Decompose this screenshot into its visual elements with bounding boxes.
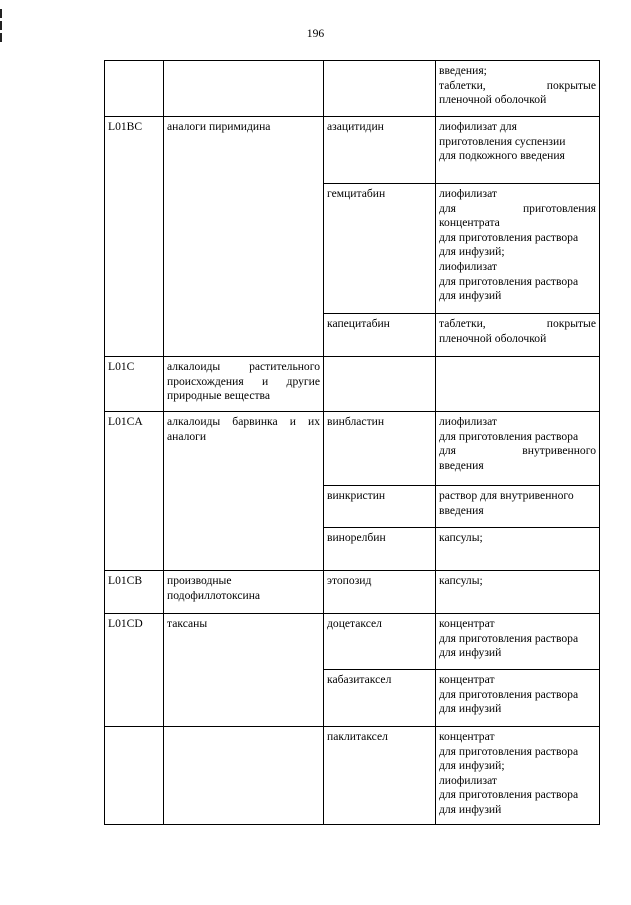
- drug-cell: гемцитабин: [324, 184, 436, 314]
- group-cell: алкалоиды растительного происхождения и другие природные вещества: [164, 357, 324, 412]
- drug-cell: кабазитаксел: [324, 670, 436, 727]
- code-cell: L01BC: [105, 117, 164, 184]
- table-row: [105, 117, 600, 184]
- form-line: приготовления суспензии: [439, 134, 566, 148]
- form-line: таблетки, покрытые: [439, 317, 596, 330]
- group-cell: [164, 314, 324, 357]
- table-row: [105, 571, 600, 614]
- form-line: лиофилизат: [439, 773, 497, 787]
- form-cell: [436, 571, 600, 614]
- code-cell: [105, 184, 164, 314]
- form-cell: [436, 670, 600, 727]
- table-row: [105, 486, 600, 528]
- code-cell: [105, 528, 164, 571]
- form-line: для приготовления раствора: [439, 631, 579, 645]
- group-cell: [164, 670, 324, 727]
- form-cell: [436, 61, 600, 117]
- drug-cell: азацитидин: [324, 117, 436, 184]
- form-line: концентрат: [439, 730, 495, 743]
- table-row: [105, 61, 600, 117]
- drug-cell: винорелбин: [324, 528, 436, 571]
- drug-cell: этопозид: [324, 571, 436, 614]
- form-line: капсулы;: [439, 574, 483, 587]
- form-line: для инфузий: [439, 702, 502, 716]
- drug-cell: винкристин: [324, 486, 436, 528]
- form-line: для приготовления раствора: [439, 274, 579, 288]
- form-line: для инфузий: [439, 289, 502, 303]
- form-line: для приготовления: [439, 201, 596, 215]
- form-cell: [436, 412, 600, 486]
- form-line: концентрат: [439, 673, 495, 686]
- form-line: введения: [439, 458, 484, 472]
- group-cell: производные подофиллотоксина: [164, 571, 324, 614]
- code-cell: L01CA: [105, 412, 164, 486]
- table-row: [105, 614, 600, 670]
- group-cell: аналоги пиримидина: [164, 117, 324, 184]
- group-cell: [164, 528, 324, 571]
- form-line: для инфузий: [439, 802, 502, 816]
- form-line: концентрат: [439, 617, 495, 630]
- form-line: лиофилизат: [439, 187, 497, 200]
- form-cell: [436, 727, 600, 825]
- table-row: [105, 314, 600, 357]
- code-cell: L01CB: [105, 571, 164, 614]
- form-line: лиофилизат: [439, 415, 497, 428]
- form-line: капсулы;: [439, 531, 483, 544]
- group-cell: таксаны: [164, 614, 324, 670]
- drug-table: [104, 60, 600, 825]
- code-cell: [105, 314, 164, 357]
- code-cell: [105, 727, 164, 825]
- group-cell: [164, 727, 324, 825]
- group-cell: [164, 61, 324, 117]
- form-line: для приготовления раствора: [439, 230, 579, 244]
- form-line: пленочной оболочкой: [439, 331, 547, 345]
- drug-cell: [324, 61, 436, 117]
- group-cell: [164, 486, 324, 528]
- form-line: таблетки, покрытые: [439, 78, 596, 92]
- table-row: [105, 670, 600, 727]
- group-cell: алкалоиды барвинка и их аналоги: [164, 412, 324, 486]
- page-number: 196: [306, 27, 325, 40]
- group-cell: [164, 184, 324, 314]
- form-cell: [436, 528, 600, 571]
- form-line: для инфузий;: [439, 245, 505, 259]
- drug-cell: винбластин: [324, 412, 436, 486]
- form-line: концентрата: [439, 216, 500, 230]
- form-line: для приготовления раствора: [439, 687, 579, 701]
- table-row: [105, 412, 600, 486]
- code-cell: [105, 61, 164, 117]
- code-cell: L01C: [105, 357, 164, 412]
- form-line: для подкожного введения: [439, 149, 565, 163]
- form-line: лиофилизат: [439, 259, 497, 273]
- form-cell: [436, 357, 600, 412]
- form-line: пленочной оболочкой: [439, 93, 547, 107]
- table-row: [105, 727, 600, 825]
- form-line: для инфузий: [439, 646, 502, 660]
- drug-cell: капецитабин: [324, 314, 436, 357]
- code-cell: [105, 486, 164, 528]
- form-cell: [436, 314, 600, 357]
- form-cell: [436, 184, 600, 314]
- form-cell: [436, 117, 600, 184]
- form-line: для приготовления раствора: [439, 429, 579, 443]
- form-line: для внутривенного: [439, 444, 596, 458]
- drug-cell: паклитаксел: [324, 727, 436, 825]
- form-line: введения: [439, 503, 484, 517]
- table-row: [105, 357, 600, 412]
- form-line: для инфузий;: [439, 759, 505, 773]
- table-row: [105, 528, 600, 571]
- table-row: [105, 184, 600, 314]
- form-line: для приготовления раствора: [439, 744, 579, 758]
- form-line: введения;: [439, 64, 487, 77]
- form-cell: [436, 486, 600, 528]
- drug-cell: [324, 357, 436, 412]
- form-line: лиофилизат для: [439, 120, 517, 133]
- drug-cell: доцетаксел: [324, 614, 436, 670]
- form-line: для приготовления раствора: [439, 788, 579, 802]
- code-cell: L01CD: [105, 614, 164, 670]
- form-cell: [436, 614, 600, 670]
- code-cell: [105, 670, 164, 727]
- form-line: раствор для внутривенного: [439, 489, 574, 502]
